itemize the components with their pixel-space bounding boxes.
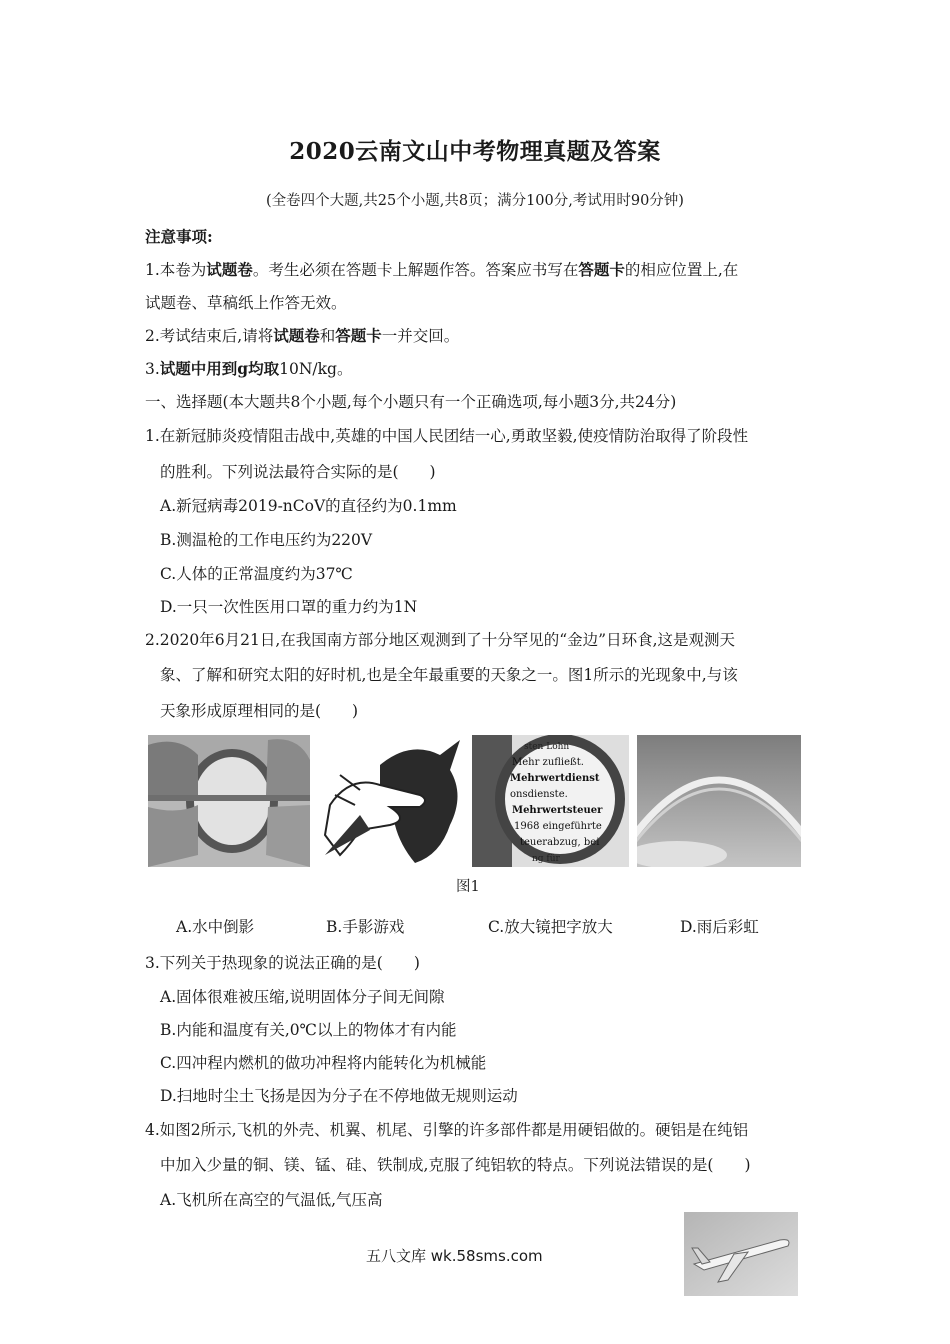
magnifier-image [472, 735, 629, 867]
section-1-heading: 一、选择题(本大题共8个小题,每个小题只有一个正确选项,每小题3分,共24分) [145, 393, 677, 411]
q3-option-b: B.内能和温度有关,0℃以上的物体才有内能 [160, 1021, 457, 1039]
notice-bold: 答题卡 [335, 326, 382, 345]
q1-option-c: C.人体的正常温度约为37℃ [160, 565, 353, 583]
hand-shadow-image [320, 735, 466, 867]
magnifier-text-line: Mehr zufließt. [512, 757, 584, 768]
figure-1-caption: 图1 [456, 879, 480, 895]
q1-option-a: A.新冠病毒2019-nCoV的直径约为0.1mm [160, 497, 457, 515]
magnifier-text-line: onsdienste. [510, 789, 568, 800]
q1-option-d: D.一只一次性医用口罩的重力约为1N [160, 598, 418, 616]
magnifier-text-line: sten Lohn [524, 742, 570, 752]
notice-text: 。考生必须在答题卡上解题作答。答案应书写在 [252, 261, 579, 279]
magnifier-text-line: teuerabzug, bei [520, 837, 600, 848]
q4-option-a: A.飞机所在高空的气温低,气压高 [160, 1191, 383, 1209]
q3-option-c: C.四冲程内燃机的做功冲程将内能转化为机械能 [160, 1054, 487, 1072]
q2-option-b: B.手影游戏 [326, 918, 405, 936]
q4-stem-cont: 中加入少量的铜、镁、锰、硅、铁制成,克服了纯铝软的特点。下列说法错误的是( ) [160, 1156, 751, 1174]
q2-option-c: C.放大镜把字放大 [488, 918, 613, 936]
footer-watermark: 五八文库 wk.58sms.com [366, 1247, 543, 1265]
magnifier-text-line: 1968 eingeführte [514, 821, 602, 832]
q3-option-a: A.固体很难被压缩,说明固体分子间无间隙 [160, 988, 445, 1006]
magnifier-text-line: ng für [532, 854, 560, 864]
page-title: 2020云南文山中考物理真题及答案 [289, 138, 661, 165]
notice-text: 3. [145, 360, 160, 378]
q2-stem-cont-2: 天象形成原理相同的是( ) [160, 702, 359, 720]
notice-text: 的相应位置上,在 [624, 261, 739, 279]
notice-text: 2.考试结束后,请将 [145, 327, 274, 345]
airplane-image [684, 1212, 798, 1296]
q2-option-d: D.雨后彩虹 [680, 918, 759, 936]
q2-stem-cont-1: 象、了解和研究太阳的好时机,也是全年最重要的天象之一。图1所示的光现象中,与该 [160, 666, 738, 684]
magnifier-text-line: Mehrwertdienst [510, 773, 600, 784]
notice-text: 10N/kg。 [279, 360, 353, 378]
rainbow-image [637, 735, 801, 867]
q2-stem: 2.2020年6月21日,在我国南方部分地区观测到了十分罕见的“金边”日环食,这是观测天 [145, 631, 736, 649]
notice-heading: 注意事项: [145, 227, 213, 246]
q3-stem: 3.下列关于热现象的说法正确的是( ) [145, 954, 420, 972]
notice-item-1-cont: 试题卷、草稿纸上作答无效。 [145, 294, 347, 312]
q1-option-b: B.测温枪的工作电压约为220V [160, 531, 373, 549]
notice-item-2 [145, 324, 459, 346]
notice-text: 1.本卷为 [145, 261, 207, 279]
bridge-reflection-image [148, 735, 310, 867]
q3-option-d: D.扫地时尘土飞扬是因为分子在不停地做无规则运动 [160, 1087, 518, 1105]
notice-text: 和 [319, 327, 336, 345]
notice-bold: 试题卷 [206, 260, 253, 279]
notice-item-1 [145, 258, 738, 280]
magnifier-text-line: Mehrwertsteuer [512, 805, 603, 816]
notice-bold: 答题卡 [578, 260, 625, 279]
notice-bold: 试题中用到g均取 [159, 359, 280, 378]
q2-option-a: A.水中倒影 [176, 918, 255, 936]
notice-item-3 [145, 357, 352, 379]
q4-stem: 4.如图2所示,飞机的外壳、机翼、机尾、引擎的许多部件都是用硬铝做的。硬铝是在纯铝 [145, 1121, 749, 1139]
exam-subtitle: (全卷四个大题,共25个小题,共8页；满分100分,考试用时90分钟) [266, 193, 684, 209]
notice-bold: 试题卷 [273, 326, 320, 345]
notice-text: 一并交回。 [381, 327, 460, 345]
q1-stem: 1.在新冠肺炎疫情阻击战中,英雄的中国人民团结一心,勇敢坚毅,使疫情防治取得了阶段性 [145, 427, 749, 445]
q1-stem-cont: 的胜利。下列说法最符合实际的是( ) [160, 463, 436, 481]
